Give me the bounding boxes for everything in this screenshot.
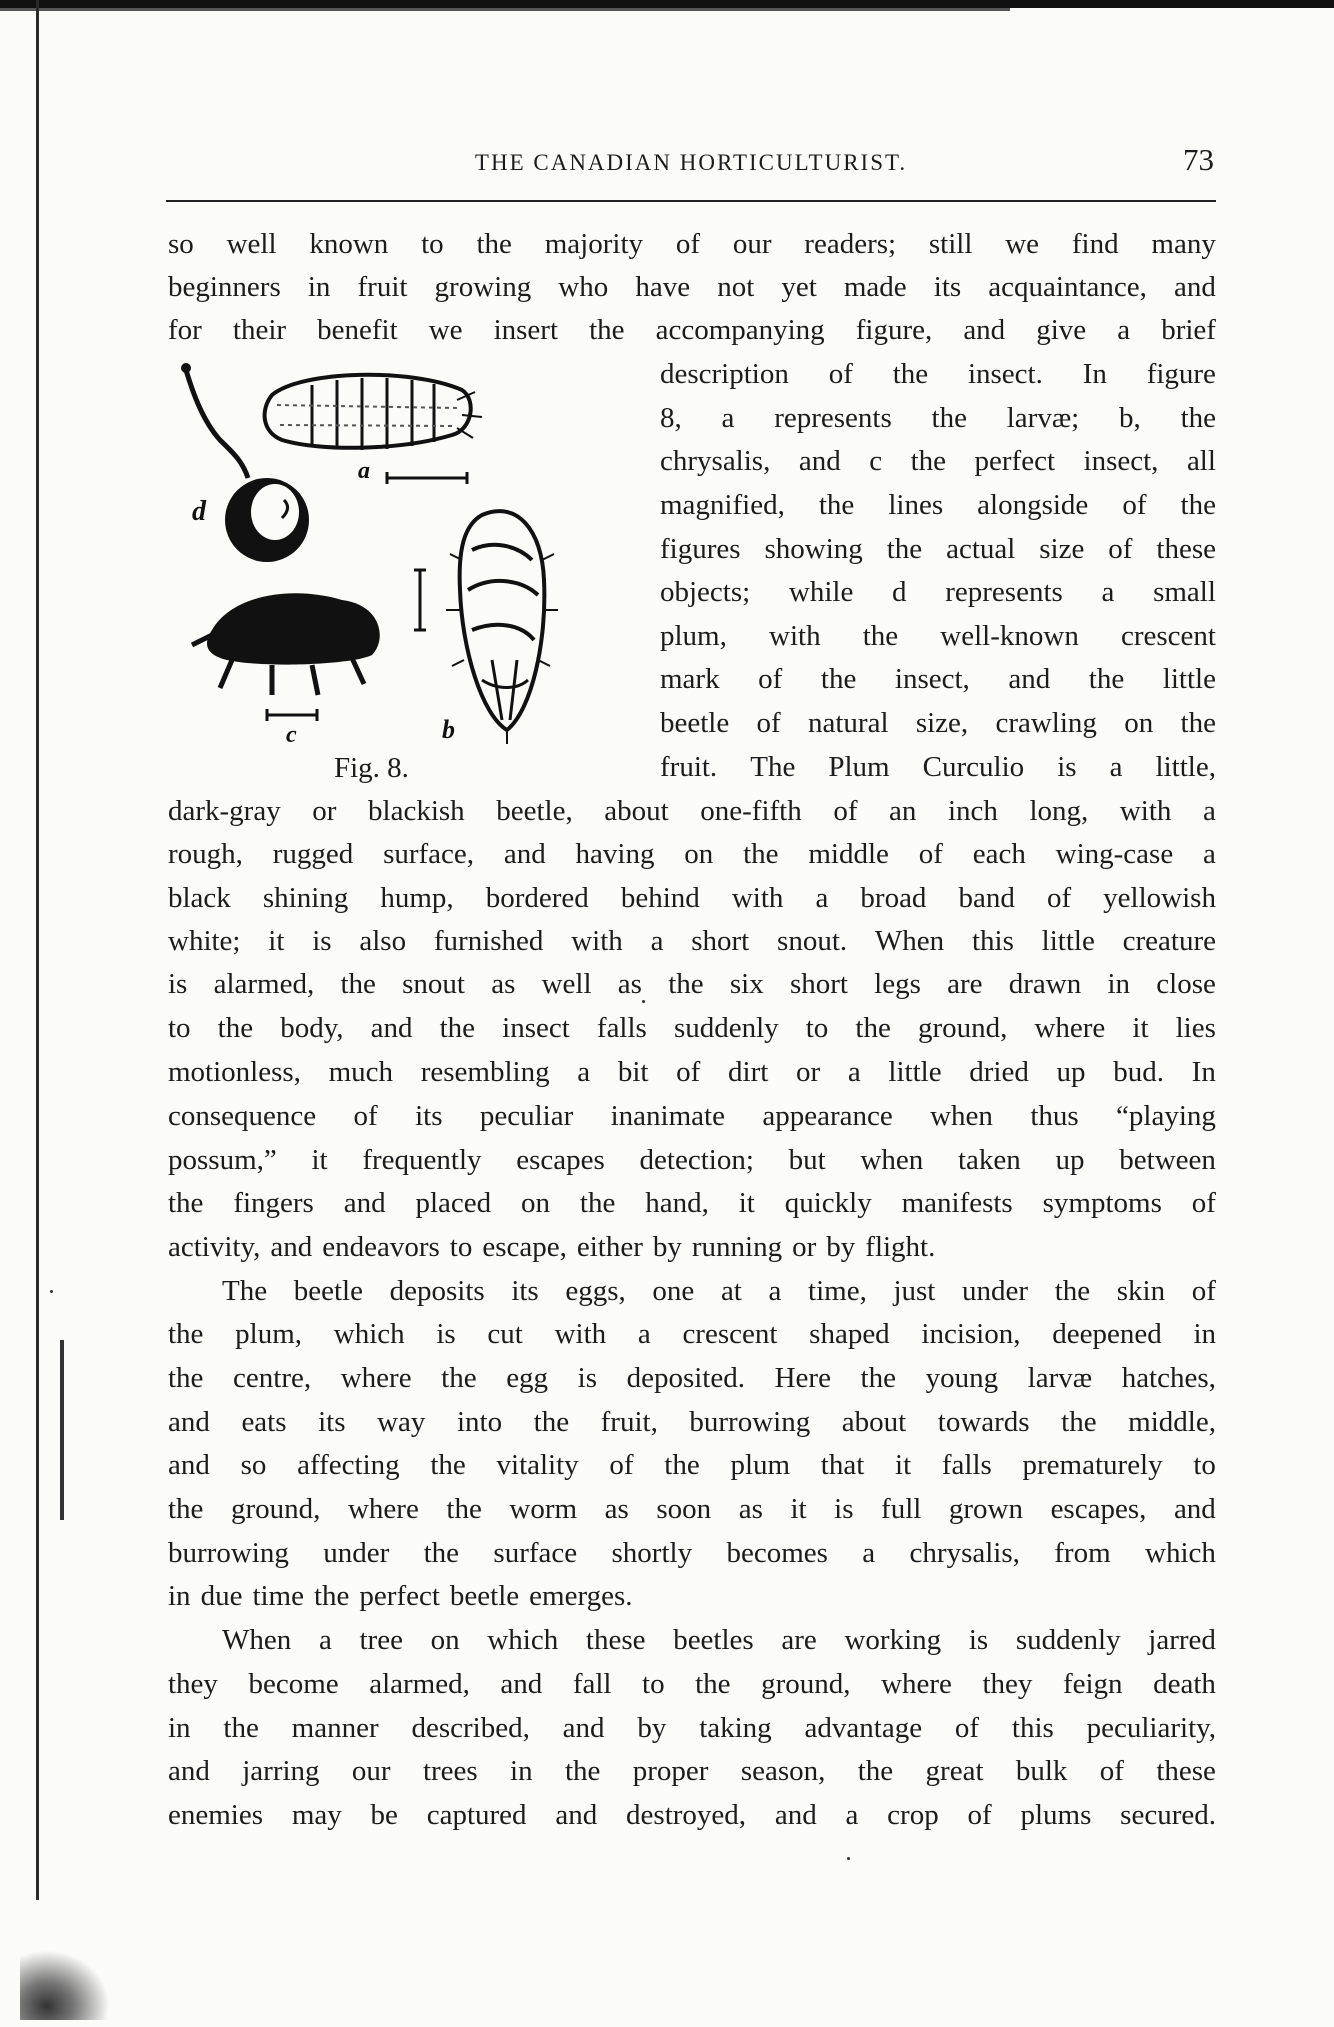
speck bbox=[642, 1000, 645, 1003]
text-line: consequence of its peculiar inanimate appearance when thus “playing bbox=[168, 1100, 1216, 1132]
text-line: so well known to the majority of our readers; still we find many bbox=[168, 228, 1216, 260]
text-line: The beetle deposits its eggs, one at a time, just under the skin of bbox=[222, 1275, 1216, 1307]
text-line: they become alarmed, and fall to the ground, where they feign death bbox=[168, 1668, 1216, 1700]
text-line: in due time the perfect beetle emerges. bbox=[168, 1580, 633, 1612]
text-line: possum,” it frequently escapes detection; but when taken up between bbox=[168, 1144, 1216, 1176]
text-line: 8, a represents the larvæ; b, the bbox=[660, 402, 1216, 434]
text-line: the plum, which is cut with a crescent shaped incision, deepened in bbox=[168, 1318, 1216, 1350]
figure-label-c: c bbox=[286, 722, 297, 748]
larva-icon bbox=[265, 375, 482, 484]
text-line: is alarmed, the snout as well as the six short legs are drawn in close bbox=[168, 968, 1216, 1000]
text-line: black shining hump, bordered behind with a broad band of yellowish bbox=[168, 882, 1216, 914]
speck bbox=[50, 1290, 53, 1293]
text-line: and so affecting the vitality of the plum that it falls prematurely to bbox=[168, 1449, 1216, 1481]
text-line: When a tree on which these beetles are working is suddenly jarred bbox=[222, 1624, 1216, 1656]
text-line: in the manner described, and by taking advantage of this peculiarity, bbox=[168, 1712, 1216, 1744]
text-line: burrowing under the surface shortly becomes a chrysalis, from which bbox=[168, 1537, 1216, 1569]
chrysalis-icon bbox=[414, 511, 558, 744]
text-line: description of the insect. In figure bbox=[660, 358, 1216, 390]
text-line: figures showing the actual size of these bbox=[660, 533, 1216, 565]
text-line: rough, rugged surface, and having on the middle of each wing-case a bbox=[168, 838, 1216, 870]
figure-caption: Fig. 8. bbox=[334, 752, 409, 784]
figure-label-b: b bbox=[442, 715, 455, 744]
text-line: the ground, where the worm as soon as it is full grown escapes, and bbox=[168, 1493, 1216, 1525]
text-line: plum, with the well-known crescent bbox=[660, 620, 1216, 652]
top-border-shadow bbox=[0, 8, 1010, 11]
figure-label-d: d bbox=[192, 496, 206, 527]
text-line: to the body, and the insect falls suddenly to the ground, where it lies bbox=[168, 1012, 1216, 1044]
text-line: mark of the insect, and the little bbox=[660, 663, 1216, 695]
page-number: 73 bbox=[1183, 142, 1214, 177]
text-line: dark-gray or blackish beetle, about one-fifth of an inch long, with a bbox=[168, 795, 1216, 827]
text-line: magnified, the lines alongside of the bbox=[660, 489, 1216, 521]
text-line: beetle of natural size, crawling on the bbox=[660, 707, 1216, 739]
page-corner-smudge bbox=[20, 1950, 110, 2020]
running-header bbox=[168, 142, 1214, 186]
text-line: and eats its way into the fruit, burrowing about towards the middle, bbox=[168, 1406, 1216, 1438]
text-line: activity, and endeavors to escape, either by running or by flight. bbox=[168, 1231, 936, 1263]
header-rule bbox=[166, 200, 1216, 202]
figure-label-a: a bbox=[358, 458, 370, 484]
running-title: THE CANADIAN HORTICULTURIST. bbox=[474, 150, 908, 175]
beetle-icon bbox=[192, 593, 380, 721]
speck bbox=[847, 1857, 850, 1860]
text-line: beginners in fruit growing who have not yet made its acquaintance, and bbox=[168, 271, 1216, 303]
figure-8 bbox=[172, 360, 612, 760]
text-line: motionless, much resembling a bit of dirt or a little dried up bud. In bbox=[168, 1056, 1216, 1088]
text-line: for their benefit we insert the accompanying figure, and give a brief bbox=[168, 314, 1216, 346]
page-binding-edge bbox=[36, 0, 39, 1900]
figure-8-illustration bbox=[172, 360, 612, 760]
top-border bbox=[0, 0, 1334, 8]
text-line: the centre, where the egg is deposited. Here the young larvæ hatches, bbox=[168, 1362, 1216, 1394]
page-binding-mark bbox=[60, 1340, 64, 1520]
text-line: enemies may be captured and destroyed, and a crop of plums secured. bbox=[168, 1799, 1216, 1831]
text-line: white; it is also furnished with a short snout. When this little creature bbox=[168, 925, 1216, 957]
text-line: the fingers and placed on the hand, it quickly manifests symptoms of bbox=[168, 1187, 1216, 1219]
text-line: fruit. The Plum Curculio is a little, bbox=[660, 751, 1216, 783]
text-line: objects; while d represents a small bbox=[660, 576, 1216, 608]
text-line: chrysalis, and c the perfect insect, all bbox=[660, 445, 1216, 477]
text-line: and jarring our trees in the proper season, the great bulk of these bbox=[168, 1755, 1216, 1787]
